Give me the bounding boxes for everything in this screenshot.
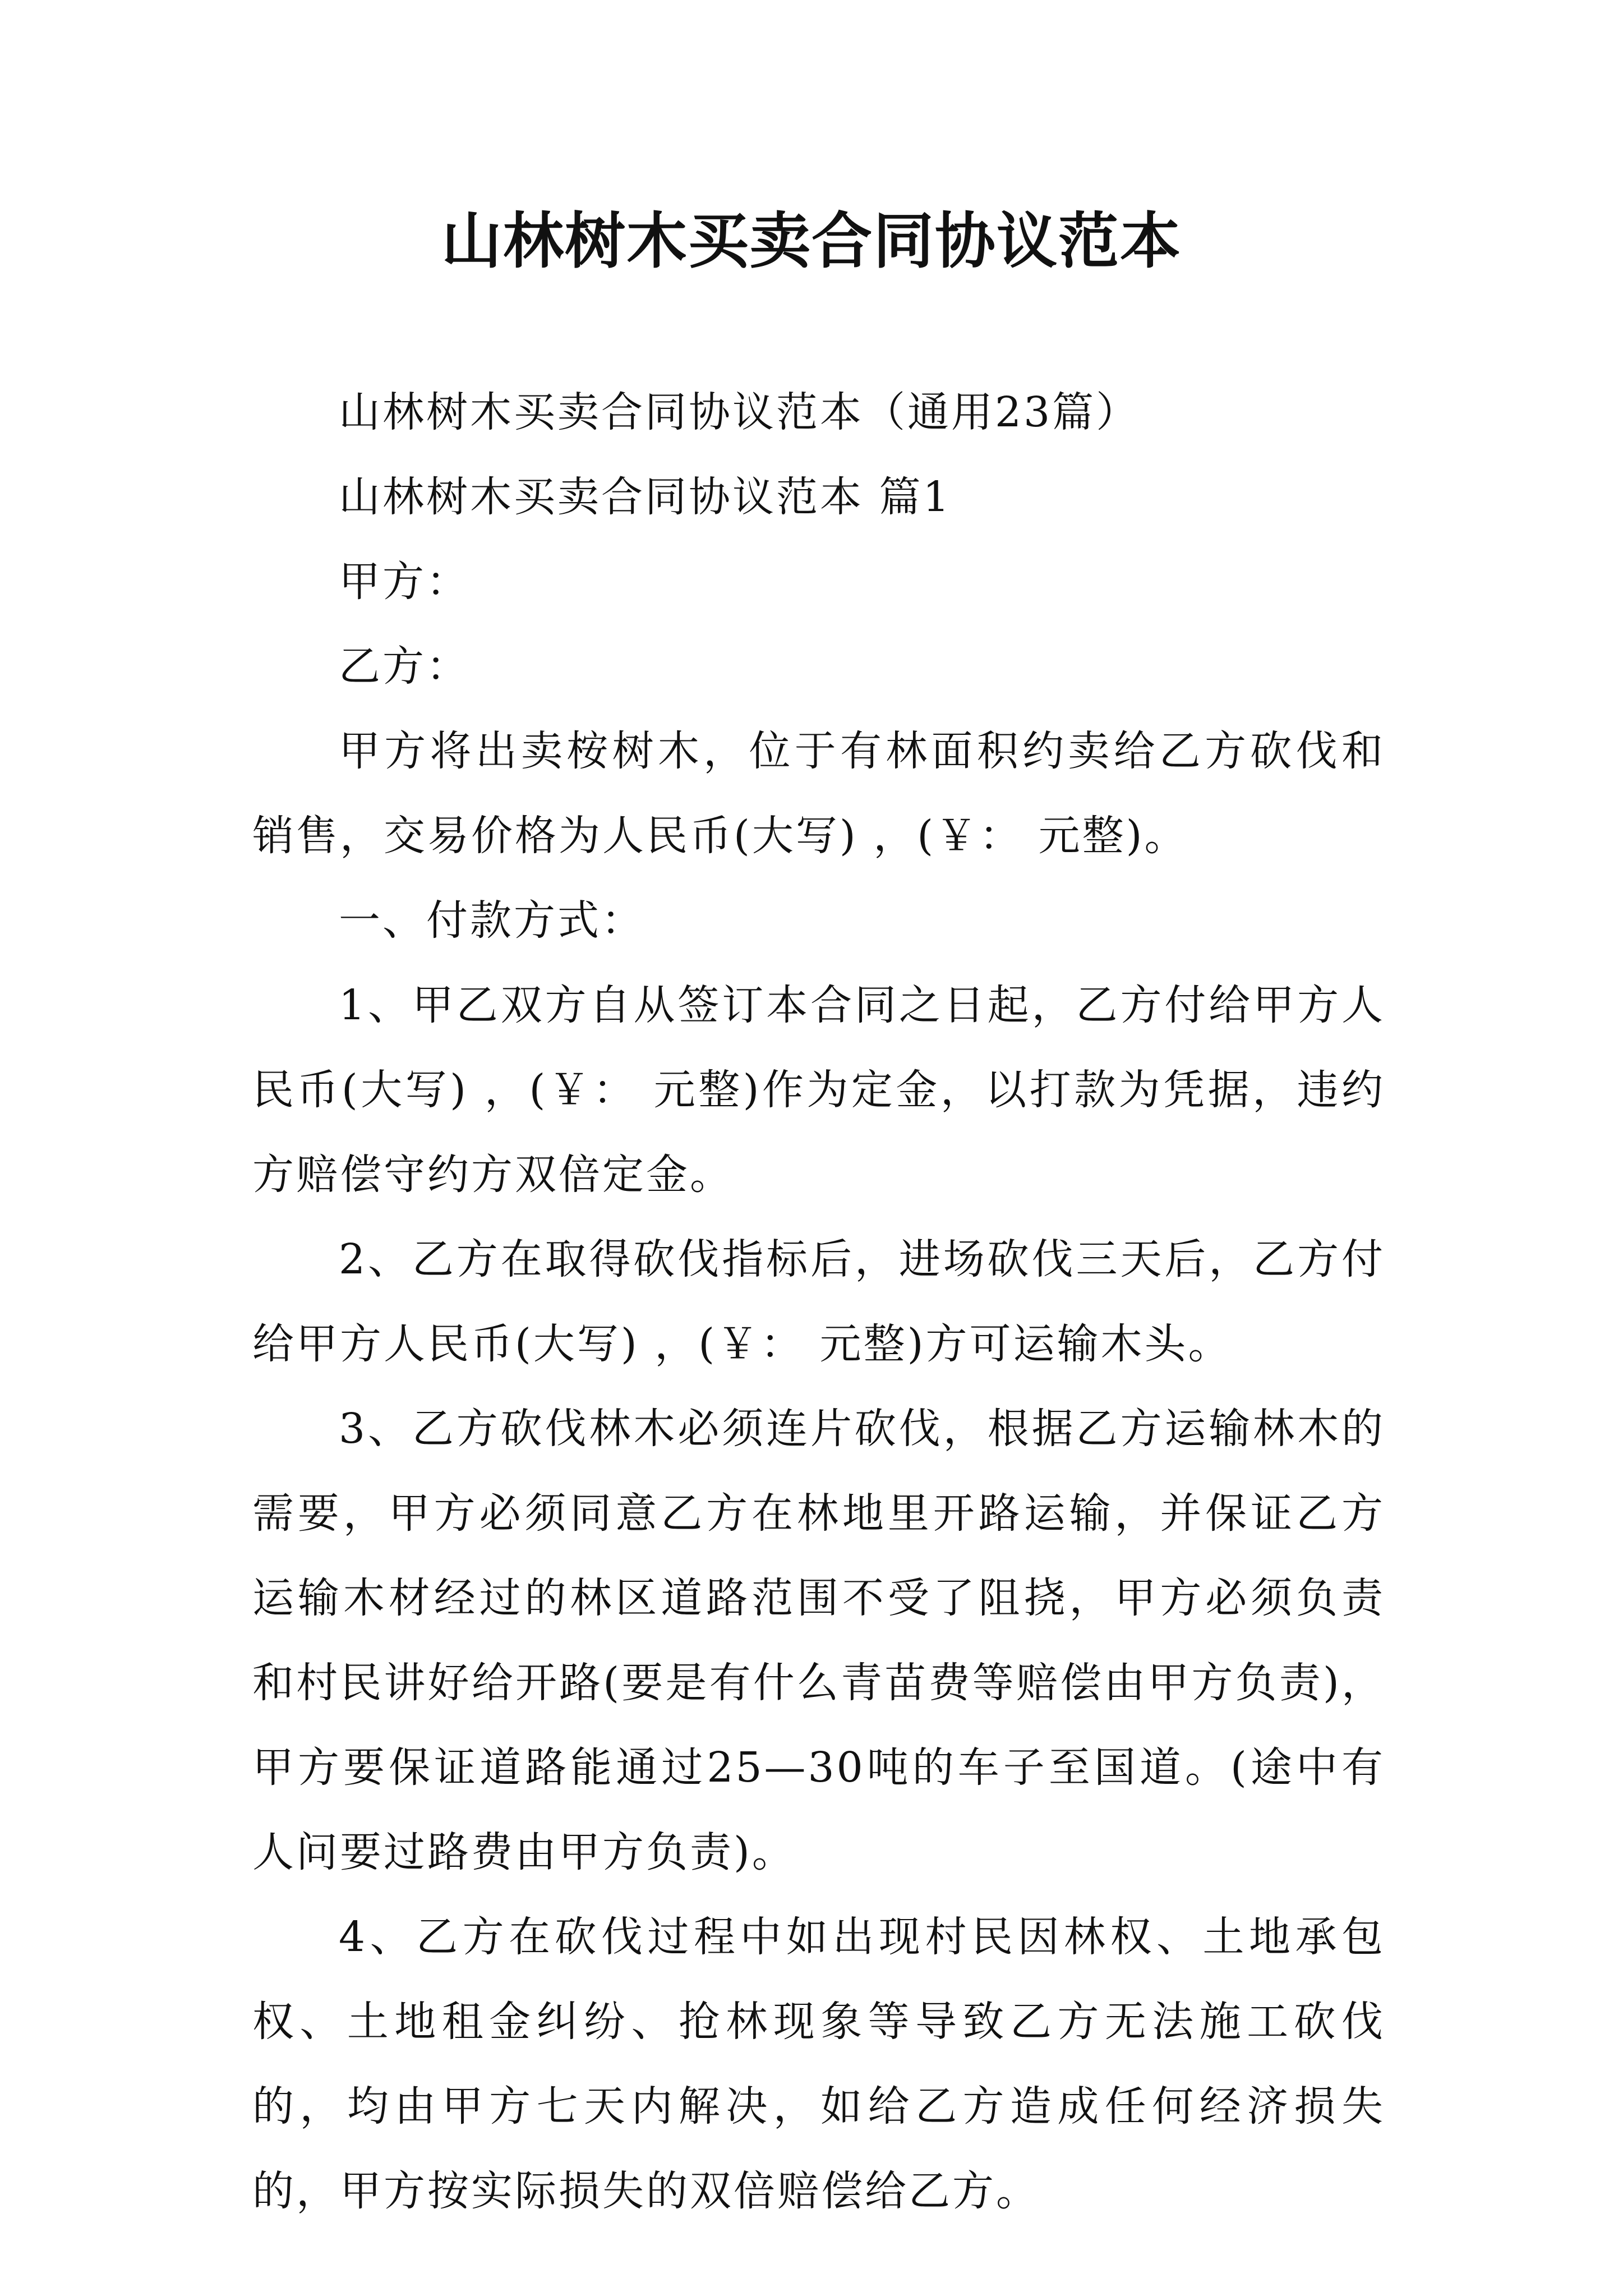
paragraph-section-heading: 山林树木买卖合同协议范本 篇1 (339, 473, 952, 521)
paragraph-clause-2: 2、乙方在取得砍伐指标后，进场砍伐三天后，乙方付给甲方人民币(大写) ，(￥： 元整)方可运输木头。 (252, 1235, 1385, 1368)
paragraph-party-b: 乙方： (339, 642, 470, 691)
paragraph-party-a: 甲方： (339, 558, 470, 606)
paragraph-clause-1: 1、甲乙双方自从签订本合同之日起，乙方付给甲方人民币(大写) ，(￥： 元整)作为定金，以打款为凭据，违约方赔偿守约方双倍定金。 (252, 981, 1385, 1199)
paragraph-clause-4: 4、乙方在砍伐过程中如出现村民因林权、土地承包权、土地租金纠纷、抢林现象等导致乙方无法施工砍伐的，均由甲方七天内解决，如给乙方造成任何经济损失的，甲方按实际损失的双倍赔偿给乙方。 (252, 1913, 1385, 2215)
paragraph-clause-3: 3、乙方砍伐林木必须连片砍伐，根据乙方运输林木的需要，甲方必须同意乙方在林地里开路运输，并保证乙方运输木材经过的林区道路范围不受了阻挠，甲方必须负责和村民讲好给开路(要是有什么青苗费等赔偿由甲方负责)，甲方要保证道路能通过25—30吨的车子至国道。(途中有人问要过路费由甲方负责)。 (252, 1405, 1385, 1876)
document-title: 山林树木买卖合同协议范本 (441, 206, 1182, 277)
document-body (252, 370, 1385, 2234)
paragraph-subtitle: 山林树木买卖合同协议范本（通用23篇） (339, 388, 1140, 436)
paragraph-payment-heading: 一、付款方式： (339, 896, 645, 945)
paragraph-intro: 甲方将出卖桉树木，位于有林面积约卖给乙方砍伐和销售，交易价格为人民币(大写) ，(￥： 元整)。 (252, 727, 1385, 860)
